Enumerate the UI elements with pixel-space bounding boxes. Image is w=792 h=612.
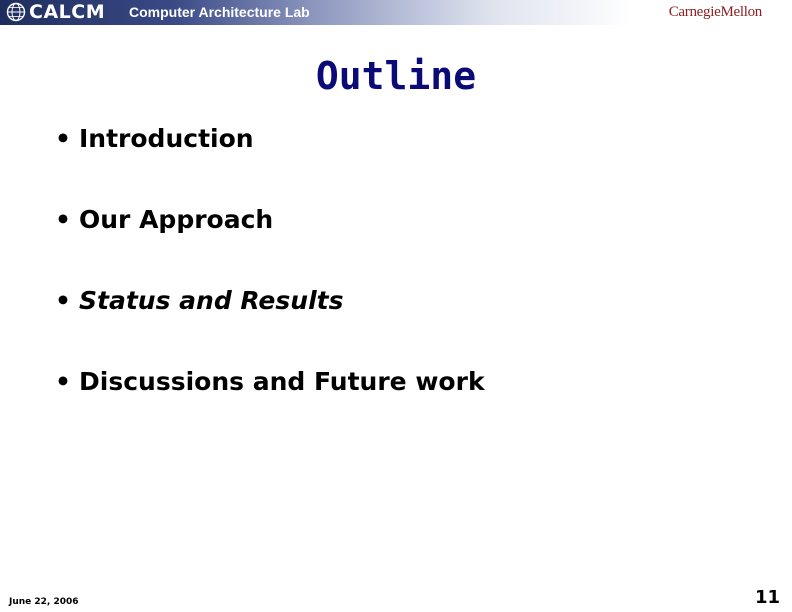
- bullet-text: Our Approach: [79, 205, 274, 234]
- bullet-text: Introduction: [79, 124, 254, 153]
- slide-title: [0, 50, 792, 102]
- lab-logo: CALCM: [29, 1, 106, 23]
- bullet-text: Status and Results: [79, 286, 344, 315]
- globe-icon: [6, 2, 26, 22]
- bullet-icon: •: [55, 286, 71, 315]
- bullet-icon: •: [55, 367, 71, 396]
- bullet-text: Discussions and Future work: [79, 367, 485, 396]
- bullet-icon: •: [55, 124, 71, 153]
- university-logo: CarnegieMellon: [668, 4, 762, 20]
- footer-date: June 22, 2006: [9, 597, 79, 607]
- lab-name: Computer Architecture Lab: [129, 4, 310, 20]
- bullet-icon: •: [55, 205, 71, 234]
- slide-title-text: Outline: [315, 54, 477, 98]
- header-banner: [0, 0, 792, 25]
- page-number: 11: [754, 587, 780, 608]
